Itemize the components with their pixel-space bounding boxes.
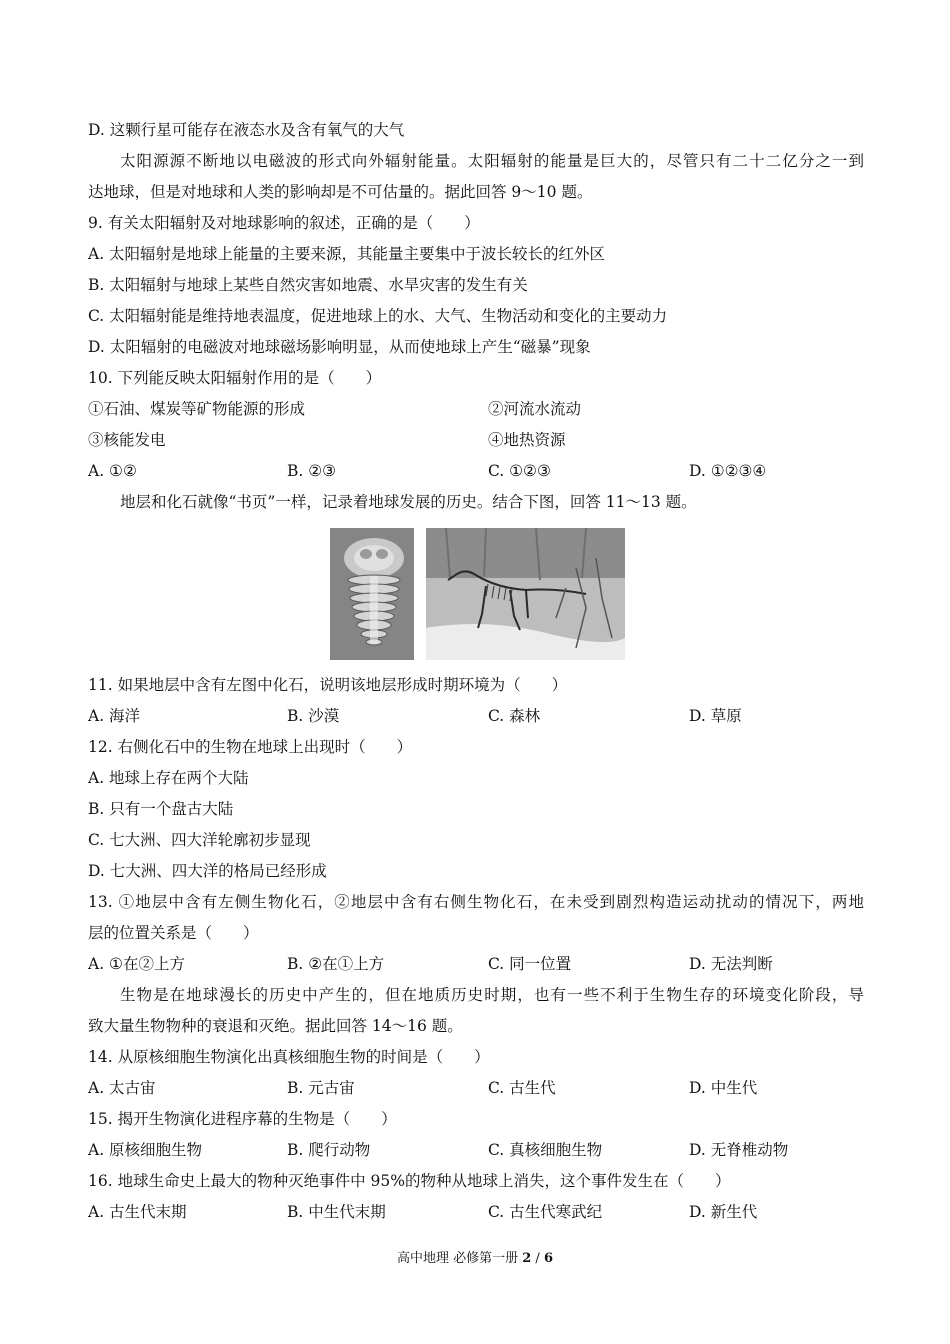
option-c: C. 森林 bbox=[488, 707, 541, 725]
option-b: B. ②③ bbox=[287, 462, 337, 480]
option-line: D. 七大洲、四大洋的格局已经形成 bbox=[88, 862, 327, 880]
page-footer bbox=[0, 1250, 950, 1268]
paragraph-line: 地层和化石就像“书页”一样，记录着地球发展的历史。结合下图，回答 11～13 题。 bbox=[120, 493, 697, 511]
option-line: B. 太阳辐射与地球上某些自然灾害如地震、水旱灾害的发生有关 bbox=[88, 276, 528, 294]
option-a: A. 古生代末期 bbox=[88, 1203, 187, 1221]
item-4: ④地热资源 bbox=[488, 431, 566, 449]
option-d: D. ①②③④ bbox=[689, 462, 767, 480]
option-d: D. 无法判断 bbox=[689, 955, 773, 973]
option-b: B. 元古宙 bbox=[287, 1079, 355, 1097]
option-d: D. 新生代 bbox=[689, 1203, 758, 1221]
question-10: 10. 下列能反映太阳辐射作用的是（ ） bbox=[88, 369, 382, 387]
option-c: C. 古生代 bbox=[488, 1079, 556, 1097]
option-c: C. 同一位置 bbox=[488, 955, 572, 973]
option-a: A. 海洋 bbox=[88, 707, 141, 725]
option-line: D. 太阳辐射的电磁波对地球磁场影响明显，从而使地球上产生“磁暴”现象 bbox=[88, 338, 591, 356]
option-line: C. 太阳辐射能是维持地表温度，促进地球上的水、大气、生物活动和变化的主要动力 bbox=[88, 307, 668, 325]
paragraph-line: 达地球，但是对地球和人类的影响却是不可估量的。据此回答 9～10 题。 bbox=[88, 183, 593, 201]
option-line: C. 七大洲、四大洋轮廓初步显现 bbox=[88, 831, 311, 849]
option-c: C. ①②③ bbox=[488, 462, 551, 480]
question-9: 9. 有关太阳辐射及对地球影响的叙述，正确的是（ ） bbox=[88, 214, 480, 232]
footer-title: 高中地理 必修第一册 bbox=[396, 1251, 523, 1266]
option-a: A. ①在②上方 bbox=[88, 955, 185, 973]
page-number: 2 bbox=[522, 1251, 532, 1266]
question-16: 16. 地球生命史上最大的物种灭绝事件中 95%的物种从地球上消失，这个事件发生在（ ） bbox=[88, 1172, 731, 1190]
option-a: A. 原核细胞生物 bbox=[88, 1141, 203, 1159]
paragraph-line: 致大量生物物种的衰退和灭绝。据此回答 14～16 题。 bbox=[88, 1017, 463, 1035]
paragraph-line: 太阳源源不断地以电磁波的形式向外辐射能量。太阳辐射的能量是巨大的，尽管只有二十二亿分之一到 bbox=[120, 152, 864, 170]
item-3: ③核能发电 bbox=[88, 431, 166, 449]
item-1: ①石油、煤炭等矿物能源的形成 bbox=[88, 400, 306, 418]
page-separator: / bbox=[531, 1251, 544, 1266]
question-13: 13. ①地层中含有左侧生物化石，②地层中含有右侧生物化石，在未受到剧烈构造运动扰动的情况下，两地 bbox=[88, 893, 864, 911]
question-14: 14. 从原核细胞生物演化出真核细胞生物的时间是（ ） bbox=[88, 1048, 490, 1066]
option-d: D. 中生代 bbox=[689, 1079, 758, 1097]
option-a: A. 太古宙 bbox=[88, 1079, 156, 1097]
question-15: 15. 揭开生物演化进程序幕的生物是（ ） bbox=[88, 1110, 397, 1128]
option-a: A. ①② bbox=[88, 462, 137, 480]
option-line: A. 太阳辐射是地球上能量的主要来源，其能量主要集中于波长较长的红外区 bbox=[88, 245, 606, 263]
paragraph-line: 生物是在地球漫长的历史中产生的，但在地质历史时期，也有一些不利于生物生存的环境变化阶段，导 bbox=[120, 986, 864, 1004]
page-total: 6 bbox=[543, 1251, 553, 1266]
question-13-cont: 层的位置关系是（ ） bbox=[88, 924, 259, 942]
option-b: B. 爬行动物 bbox=[287, 1141, 371, 1159]
option-line: A. 地球上存在两个大陆 bbox=[88, 769, 249, 787]
option-b: B. 沙漠 bbox=[287, 707, 340, 725]
option-d: D. 草原 bbox=[689, 707, 742, 725]
item-2: ②河流水流动 bbox=[488, 400, 582, 418]
option-line: B. 只有一个盘古大陆 bbox=[88, 800, 234, 818]
question-11: 11. 如果地层中含有左图中化石，说明该地层形成时期环境为（ ） bbox=[88, 676, 568, 694]
option-b: B. ②在①上方 bbox=[287, 955, 385, 973]
dinosaur-fossil-image bbox=[426, 528, 625, 660]
option-line: D. 这颗行星可能存在液态水及含有氧气的大气 bbox=[88, 121, 405, 139]
question-12: 12. 右侧化石中的生物在地球上出现时（ ） bbox=[88, 738, 413, 756]
option-b: B. 中生代末期 bbox=[287, 1203, 386, 1221]
option-d: D. 无脊椎动物 bbox=[689, 1141, 789, 1159]
trilobite-fossil-image bbox=[330, 528, 414, 660]
option-c: C. 真核细胞生物 bbox=[488, 1141, 603, 1159]
option-c: C. 古生代寒武纪 bbox=[488, 1203, 603, 1221]
